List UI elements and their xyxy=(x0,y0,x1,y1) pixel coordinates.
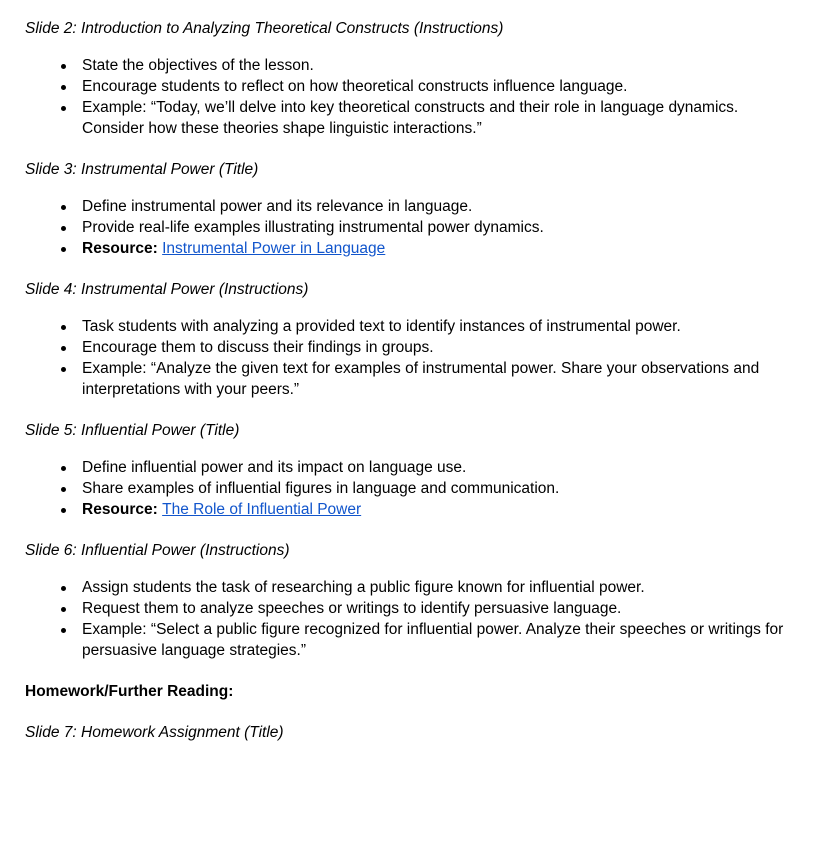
list-item: Example: “Analyze the given text for examples of instrumental power. Share your observations and interpretations with your peers.” xyxy=(25,358,801,400)
list-item: Encourage students to reflect on how theoretical constructs influence language. xyxy=(25,76,801,97)
spacer xyxy=(25,520,801,540)
list-item: Define instrumental power and its relevance in language. xyxy=(25,196,801,217)
slide-heading: Slide 6: Influential Power (Instructions) xyxy=(25,542,290,559)
bullet-list xyxy=(25,55,801,139)
bullet-list xyxy=(25,577,801,661)
spacer xyxy=(25,661,801,681)
list-item: Encourage them to discuss their findings in groups. xyxy=(25,337,801,358)
slide-heading: Slide 2: Introduction to Analyzing Theoretical Constructs (Instructions) xyxy=(25,20,504,37)
list-item: State the objectives of the lesson. xyxy=(25,55,801,76)
slide-heading: Slide 3: Instrumental Power (Title) xyxy=(25,161,259,178)
slide-block-2 xyxy=(25,18,801,139)
list-item: Request them to analyze speeches or writings to identify persuasive language. xyxy=(25,598,801,619)
list-item-resource xyxy=(25,499,801,520)
spacer xyxy=(25,300,801,316)
spacer xyxy=(25,400,801,420)
list-item: Task students with analyzing a provided text to identify instances of instrumental power. xyxy=(25,316,801,337)
resource-label: Resource: xyxy=(82,240,158,257)
bullet-list xyxy=(25,457,801,520)
spacer xyxy=(25,39,801,55)
slide-block-5 xyxy=(25,420,801,520)
list-item: Define influential power and its impact on language use. xyxy=(25,457,801,478)
spacer xyxy=(25,441,801,457)
list-item: Share examples of influential figures in language and communication. xyxy=(25,478,801,499)
resource-link[interactable]: The Role of Influential Power xyxy=(162,501,362,518)
slide-heading: Slide 4: Instrumental Power (Instructions) xyxy=(25,281,309,298)
slide-heading: Slide 5: Influential Power (Title) xyxy=(25,422,240,439)
list-item-resource xyxy=(25,238,801,259)
bullet-list xyxy=(25,316,801,400)
slide-heading: Slide 7: Homework Assignment (Title) xyxy=(25,724,284,741)
bullet-list xyxy=(25,196,801,259)
spacer xyxy=(25,139,801,159)
list-item: Provide real-life examples illustrating instrumental power dynamics. xyxy=(25,217,801,238)
spacer xyxy=(25,259,801,279)
resource-link[interactable]: Instrumental Power in Language xyxy=(162,240,386,257)
slide-block-3 xyxy=(25,159,801,259)
spacer xyxy=(25,180,801,196)
slide-block-4 xyxy=(25,279,801,400)
homework-section-heading: Homework/Further Reading: xyxy=(25,683,234,700)
list-item: Assign students the task of researching a public figure known for influential power. xyxy=(25,577,801,598)
spacer xyxy=(25,702,801,722)
resource-label: Resource: xyxy=(82,501,158,518)
list-item: Example: “Today, we’ll delve into key theoretical constructs and their role in language dynamics. Consider how these theories shape linguistic interactions.” xyxy=(25,97,801,139)
list-item: Example: “Select a public figure recognized for influential power. Analyze their speeches or writings for persuasive language strategies.” xyxy=(25,619,801,661)
spacer xyxy=(25,561,801,577)
slide-block-6 xyxy=(25,540,801,661)
